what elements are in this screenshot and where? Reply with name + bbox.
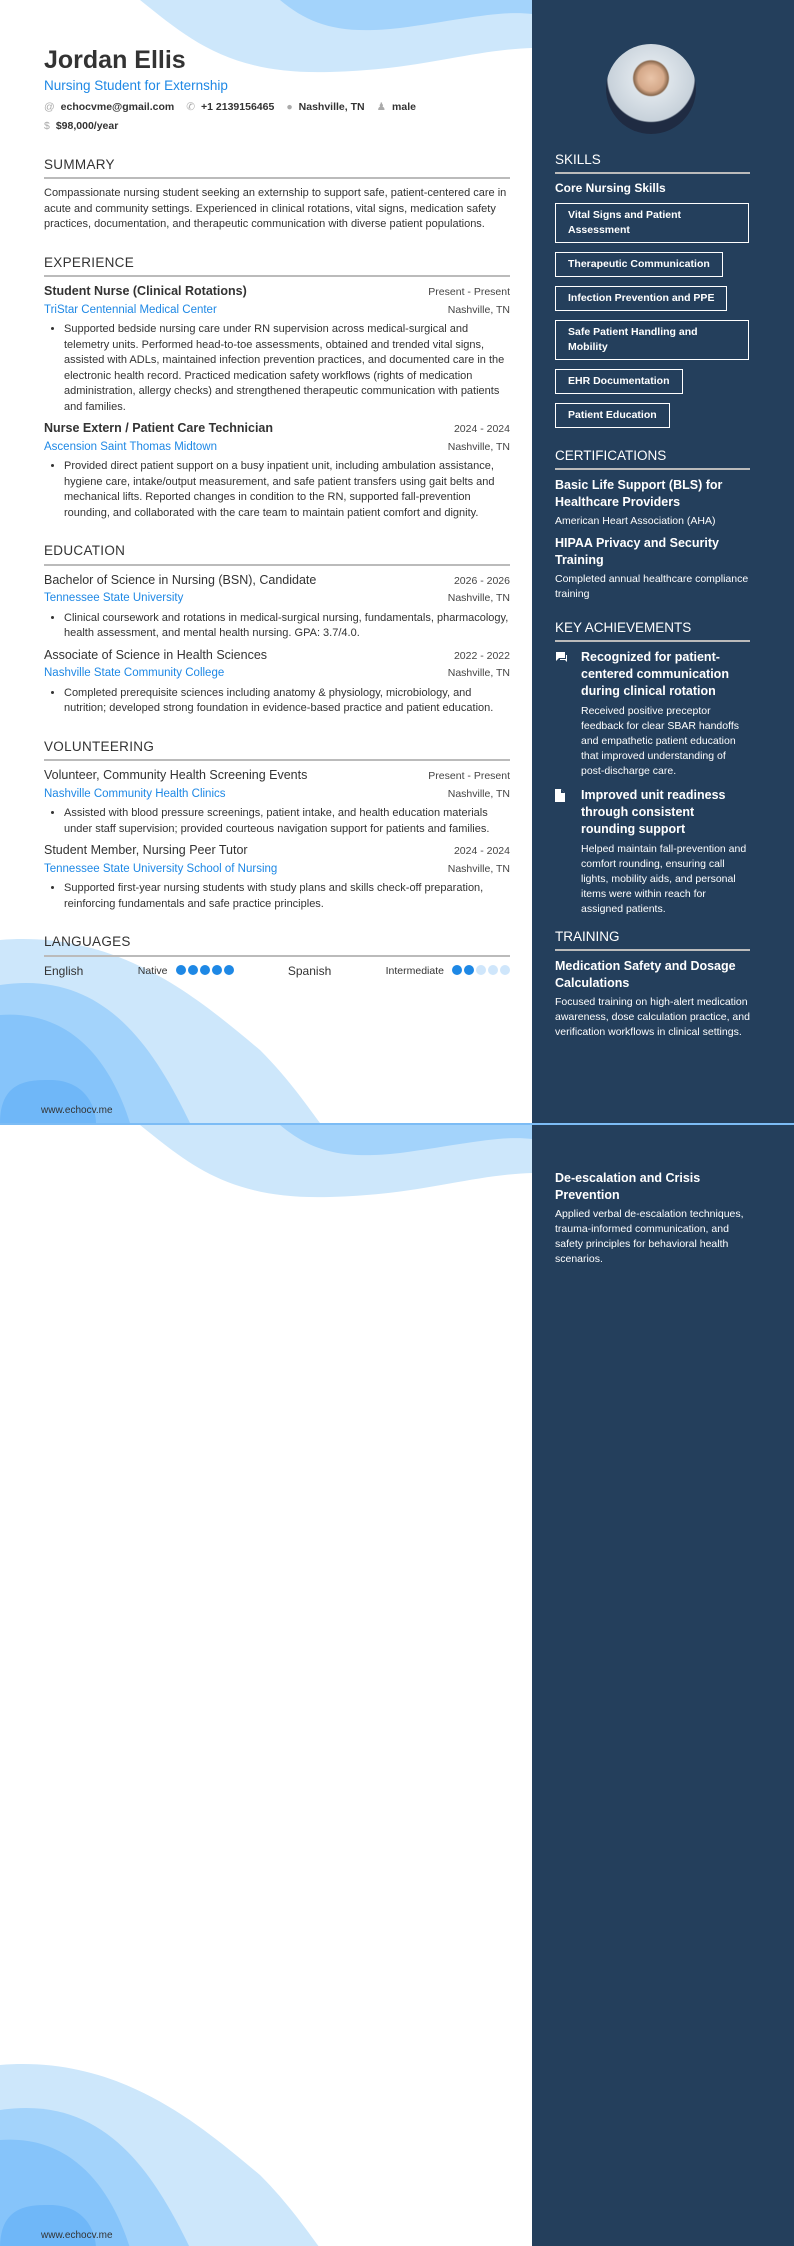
bullet: • Assisted with blood pressure screenings, patient intake, and health education materials under staff supervision; provided courteous navigation support for patients and families. (64, 806, 510, 837)
resume-page-2 (0, 1123, 794, 2246)
role: Nurse Extern / Patient Care Technician (44, 421, 274, 435)
salary: $98,000/year (55, 120, 119, 132)
proficiency-dots (174, 964, 234, 980)
location: Nashville, TN (298, 100, 365, 113)
training-desc: Applied verbal de-escalation techniques, trauma-informed communication, and safety principles for behavioral health scenarios. (555, 1208, 744, 1265)
language-level (138, 964, 234, 980)
candidate-name: Jordan Ellis (44, 46, 186, 74)
volunteering-item (44, 843, 510, 912)
section-title-training: TRAINING (555, 929, 750, 951)
achievement-desc: Received positive preceptor feedback for clear SBAR handoffs and empathetic patient education that improved understanding of post-discharge care. (581, 705, 739, 777)
organization: Tennessee State University School of Nursing (44, 862, 278, 875)
language-name: English (44, 963, 84, 978)
section-title-education: EDUCATION (44, 543, 510, 566)
bullet: • Supported first-year nursing students with study plans and skills check-off preparation, reinforcing fundamentals and safe practice principles. (64, 881, 510, 912)
sidebar-content (555, 152, 750, 1046)
proficiency-dots (450, 964, 510, 980)
role: Volunteer, Community Health Screening Events (44, 768, 308, 782)
proficiency-dot (200, 965, 210, 975)
section-title-experience: EXPERIENCE (44, 255, 510, 278)
school: Tennessee State University (44, 592, 184, 604)
location: Nashville, TN (447, 787, 510, 800)
proficiency-dot (176, 965, 186, 975)
location: Nashville, TN (447, 440, 510, 453)
training-name: Medication Safety and Dosage Calculations (555, 959, 736, 990)
organization: Nashville Community Health Clinics (44, 787, 226, 800)
dates: 2024 - 2024 (453, 845, 510, 857)
organization: TriStar Centennial Medical Center (44, 303, 217, 316)
education-item (44, 648, 510, 717)
section-title-certifications: CERTIFICATIONS (555, 448, 750, 470)
chat-icon (555, 651, 569, 779)
volunteering-item (44, 768, 510, 837)
profile-photo (606, 44, 696, 134)
sidebar-content (555, 1166, 750, 1273)
gender: male (392, 100, 416, 113)
decorative-waves (0, 1125, 532, 2246)
skill-chip: Patient Education (555, 403, 670, 428)
skill-chip: Infection Prevention and PPE (555, 286, 727, 311)
role: Student Member, Nursing Peer Tutor (44, 843, 248, 857)
certification-desc: Completed annual healthcare compliance training (555, 573, 749, 600)
email[interactable]: echocvme@gmail.com (60, 100, 175, 113)
money-icon: $ (44, 120, 50, 132)
job-title: Nursing Student for Externship (44, 78, 228, 93)
section-title-summary: SUMMARY (44, 157, 510, 180)
certification-issuer: American Heart Association (AHA) (555, 515, 716, 527)
dates: Present - Present (428, 770, 510, 782)
proficiency-dot (212, 965, 222, 975)
achievement-desc: Helped maintain fall-prevention and comfort rounding, ensuring call lights, mobility aids, and personal items were within reach for assigned patients. (581, 843, 747, 915)
dates: 2026 - 2026 (453, 574, 510, 587)
training-name: De-escalation and Crisis Prevention (555, 1171, 701, 1202)
dates: 2024 - 2024 (453, 423, 510, 435)
education-item (44, 573, 510, 642)
bullet: • Supported bedside nursing care under RN supervision across medical-surgical and telemetry units. Performed head-to-toe assessments, obtained and trended vital signs, assisted with ADLs, maintained infection prevention practices, and documented care in the electronic health record. Practiced medication safety workflows (rights of medication administration, allergy checks) and strengthened therapeutic communication with patients and families. (64, 322, 510, 415)
language-level (386, 964, 510, 980)
bullet: • Clinical coursework and rotations in medical-surgical nursing, fundamentals, pharmacology, health assessment, and mental health nursing. GPA: 3.7/4.0. (64, 611, 510, 642)
dates: Present - Present (428, 286, 510, 298)
location-icon: ● (286, 100, 293, 113)
proficiency-dot (188, 965, 198, 975)
languages-list (44, 964, 510, 980)
location: Nashville, TN (447, 592, 510, 604)
experience-item (44, 284, 510, 415)
footer-url[interactable]: www.echocv.me (41, 1105, 113, 1116)
degree: Associate of Science in Health Sciences (44, 647, 268, 662)
organization: Ascension Saint Thomas Midtown (44, 440, 218, 453)
summary-text: Compassionate nursing student seeking an externship to support safe, patient-centered care in acute and community settings. Experienced in clinical rotations, vital signs, medication safety practices, documentation, and therapeutic communication with diverse patient populations. (44, 187, 507, 230)
person-icon: ♟ (376, 100, 387, 113)
phone-icon: ✆ (186, 100, 196, 113)
level-label: Native (137, 964, 168, 977)
skills-list (555, 200, 750, 434)
degree: Bachelor of Science in Nursing (BSN), Candidate (44, 572, 317, 587)
dates: 2022 - 2022 (453, 649, 510, 662)
location: Nashville, TN (447, 862, 510, 875)
section-title-skills: SKILLS (555, 152, 750, 174)
achievement-item (555, 649, 750, 779)
achievement-title: Improved unit readiness through consistent rounding support (581, 788, 726, 836)
experience-item (44, 421, 510, 521)
skill-chip: EHR Documentation (555, 369, 683, 394)
skill-chip: Safe Patient Handling and Mobility (555, 320, 749, 360)
proficiency-dot (476, 965, 486, 975)
proficiency-dot (500, 965, 510, 975)
document-icon (555, 789, 569, 917)
sidebar-background (532, 1125, 794, 2246)
skill-chip: Therapeutic Communication (555, 252, 723, 277)
proficiency-dot (452, 965, 462, 975)
proficiency-dot (488, 965, 498, 975)
section-title-achievements: KEY ACHIEVEMENTS (555, 620, 750, 642)
location: Nashville, TN (447, 303, 510, 316)
main-column (44, 44, 510, 979)
achievement-title: Recognized for patient-centered communication during clinical rotation (581, 650, 729, 698)
location: Nashville, TN (447, 667, 510, 679)
phone[interactable]: +1 2139156465 (201, 100, 275, 113)
achievement-item (555, 787, 750, 917)
training-desc: Focused training on high-alert medication awareness, dose calculation practice, and verification workflows in clinical settings. (555, 996, 750, 1038)
bullet: • Completed prerequisite sciences including anatomy & physiology, microbiology, and nutrition; developed strong foundation in evidence-based practice and patient education. (64, 686, 510, 717)
certification-name: HIPAA Privacy and Security Training (555, 536, 719, 567)
level-label: Intermediate (385, 964, 444, 977)
language-name: Spanish (287, 963, 332, 978)
proficiency-dot (224, 965, 234, 975)
skill-chip: Vital Signs and Patient Assessment (555, 203, 749, 243)
skill-group: Core Nursing Skills (555, 181, 666, 195)
proficiency-dot (464, 965, 474, 975)
role: Student Nurse (Clinical Rotations) (44, 284, 247, 298)
section-title-volunteering: VOLUNTEERING (44, 739, 510, 762)
bullet: • Provided direct patient support on a busy inpatient unit, including ambulation assistance, hygiene care, intake/output measurement, and safe patient transfers using gait belts and mechanical lifts. Reported changes in condition to the RN, supported fall-prevention rounding, and collaborated with the care team to maintain patient comfort and dignity. (64, 459, 510, 521)
section-title-languages: LANGUAGES (44, 934, 510, 957)
certification-name: Basic Life Support (BLS) for Healthcare Providers (555, 478, 723, 509)
email-icon: @ (44, 100, 55, 113)
footer-url[interactable]: www.echocv.me (41, 2230, 113, 2241)
school: Nashville State Community College (44, 667, 225, 679)
contact-info (44, 100, 464, 135)
